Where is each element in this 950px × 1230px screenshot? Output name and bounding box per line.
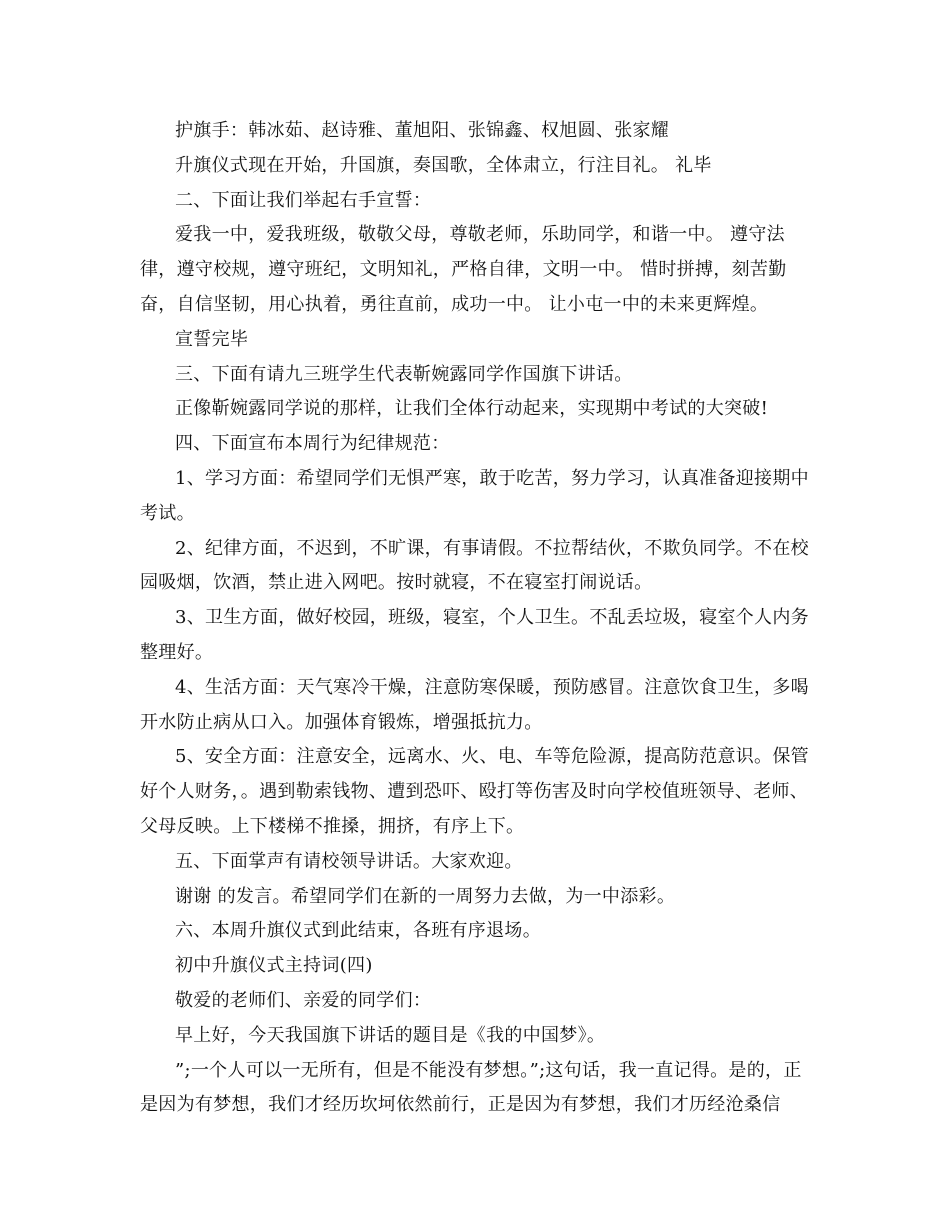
paragraph-topic: 早上好，今天我国旗下讲话的题目是《我的中国梦》。 (175, 1024, 606, 1046)
paragraph-rule-hygiene: 3、卫生方面，做好校园，班级，寝室，个人卫生。不乱丢垃圾，寝室个人内务整理好。 (140, 607, 809, 663)
paragraph-ceremony-end: 六、本周升旗仪式到此结束，各班有序退场。 (175, 920, 541, 942)
paragraph-ceremony-start: 升旗仪式现在开始，升国旗，奏国歌，全体肃立，行注目礼。 礼毕 (175, 154, 712, 176)
paragraph-greeting: 敬爱的老师们、亲爱的同学们： (175, 989, 432, 1011)
paragraph-rules-heading: 四、下面宣布本周行为纪律规范： (175, 433, 450, 455)
paragraph-flag-guards: 护旗手：韩冰茹、赵诗雅、董旭阳、张锦鑫、权旭圆、张家耀 (175, 120, 670, 141)
paragraph-speech-follow: 正像靳婉露同学说的那样，让我们全体行动起来，实现期中考试的大突破! (175, 398, 769, 420)
section-title: 初中升旗仪式主持词(四) (175, 955, 373, 977)
paragraph-oath-heading: 二、下面让我们举起右手宣誓： (175, 189, 432, 211)
paragraph-speech-heading: 三、下面有请九三班学生代表靳婉露同学作国旗下讲话。 (175, 363, 633, 385)
paragraph-rule-safety: 5、安全方面：注意安全，远离水、火、电、车等危险源，提高防范意识。保管好个人财务，。遇到勒索钱物、遭到恐吓、殴打等伤害及时向学校值班领导、老师、父母反映。上下楼梯不推搡，拥挤，有序上下。 (140, 746, 809, 837)
paragraph-oath-text: 爱我一中，爱我班级，敬敬父母，尊敬老师，乐助同学，和谐一中。 遵守法律，遵守校规，遵守班纪，文明知礼，严格自律，文明一中。 惜时拼搏，刻苦勤奋，自信坚韧，用心执着，勇往直前，成功一中。 让小屯一中的未来更辉煌。 (140, 224, 787, 315)
document-body (140, 114, 812, 1123)
paragraph-oath-end: 宣誓完毕 (175, 328, 249, 350)
paragraph-rule-study: 1、学习方面：希望同学们无惧严寒，敢于吃苦，努力学习，认真准备迎接期中考试。 (140, 467, 809, 524)
paragraph-dream-quote: ”;一个人可以一无所有，但是不能没有梦想。”;这句话，我一直记得。是的，正是因为有梦想，我们才经历坎坷依然前行，正是因为有梦想，我们才历经沧桑信 (140, 1059, 802, 1116)
paragraph-rule-discipline: 2、纪律方面，不迟到，不旷课，有事请假。不拉帮结伙，不欺负同学。不在校园吸烟，饮酒，禁止进入网吧。按时就寝，不在寝室打闹说话。 (140, 537, 809, 594)
paragraph-rule-life: 4、生活方面：天气寒冷干燥，注意防寒保暖，预防感冒。注意饮食卫生，多喝开水防止病从口入。加强体育锻炼，增强抵抗力。 (140, 676, 809, 733)
paragraph-thanks: 谢谢 的发言。希望同学们在新的一周努力去做，为一中添彩。 (175, 885, 676, 907)
paragraph-leader-speech: 五、下面掌声有请校领导讲话。大家欢迎。 (175, 850, 523, 872)
